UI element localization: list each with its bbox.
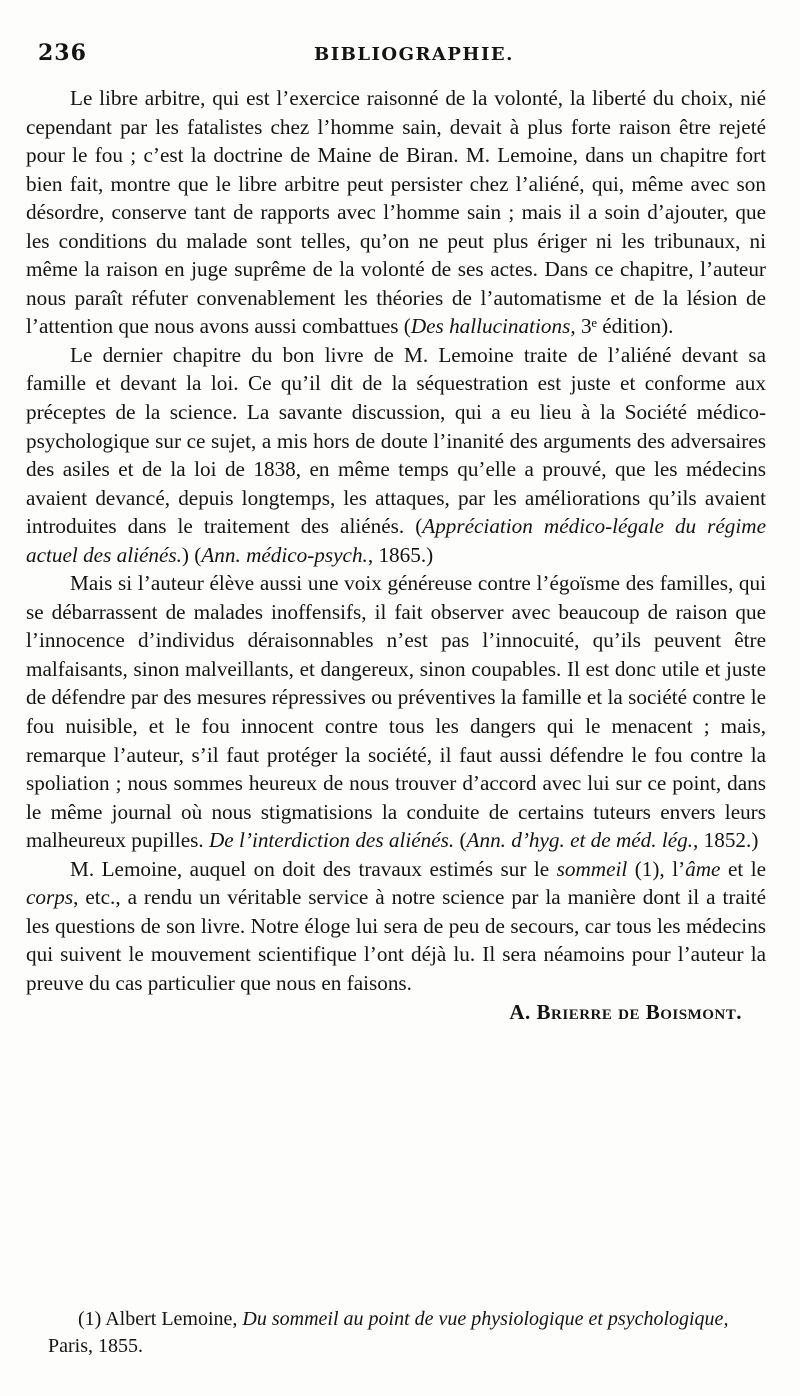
paragraph-text: et le [720,856,766,881]
paragraph-conclusion [26,855,766,998]
paragraph-free-will [26,84,766,341]
footnote [48,1306,768,1360]
paragraph-text: Le dernier chapitre du bon livre de M. Lemoine traite de l’aliéné devant sa famille et devant la loi. Ce qu’il dit de la séquestration est juste et conforme aux préceptes de la science. La savante discussion, qui a eu lieu à la Société médico-psychologique sur ce sujet, a mis hors de doute l’inanité des arguments des adversaires des asiles et de la loi de 1838, en même temps qu’elle a prouvé, que les médecins avaient devancé, depuis longtemps, les attaques, par les améliorations qu’ils avaient introduites dans le traitement des aliénés. ( [26,342,766,539]
paragraph-family-and-law [26,341,766,569]
body-text [26,84,766,1026]
paragraph-text: ) ( [181,542,202,567]
italic-word: corps [26,885,74,910]
italic-citation: Appréciation médico-légale du régime actuel des aliénés. [26,514,766,567]
italic-journal: Ann. d’hyg. et de méd. lég. [466,828,694,853]
italic-citation: De l’interdiction des aliénés. [209,828,455,853]
paragraph-families-egoism [26,569,766,854]
paragraph-text: , 1852.) [693,828,759,853]
footnote-text [48,1306,768,1360]
footnote-author: Albert Lemoine, [105,1308,238,1330]
paragraph-text: Le libre arbitre, qui est l’exercice raisonné de la volonté, la liberté du choix, nié cependant par les fatalistes chez l’homme sain, devait à plus forte raison être rejeté pour le fou ; c’est la doctrine de Maine de Biran. M. Lemoine, dans un chapitre fort bien fait, montre que le libre arbitre peut persister chez l’aliéné, qui, même avec son désordre, conserve tant de rapports avec l’homme sain ; mais il a soin d’ajouter, que les conditions du malade sont telles, qu’on ne peut plus ériger ni les tribunaux, ni même la raison en juge suprême de la volonté de ses actes. Dans ce chapitre, l’auteur nous paraît réfuter convenablement les théories de l’automatisme et de la lésion de l’attention que nous avons aussi combattues ( [26,86,766,339]
paragraph-text: , etc., a rendu un véritable service à notre science par la manière dont il a traité les questions de son livre. Notre éloge lui sera de peu de secours, car tous les médecins qui suivent le mouvement scientifique l’ont déjà lu. Il sera néamoins pour l’auteur la preuve du cas particulier que nous en faisons. [26,885,766,995]
paragraph-text: M. Lemoine, auquel on doit des travaux estimés sur le [70,856,557,881]
running-head: BIBLIOGRAPHIE. [314,44,514,65]
paragraph-text: ( [454,828,467,853]
italic-journal: Ann. médico-psych. [201,542,368,567]
paragraph-text: (1), l’ [627,856,686,881]
italic-citation: Des hallucinations, [410,314,576,339]
page-number: 236 [38,40,87,66]
italic-word: sommeil [556,856,628,881]
signature [26,998,766,1027]
italic-word: âme [685,856,721,881]
author-signature: A. Brierre de Boismont. [509,999,742,1024]
paragraph-text: Mais si l’auteur élève aussi une voix généreuse contre l’égoïsme des familles, qui se débarrassent de malades inoffensifs, il fait observer avec beaucoup de raison que l’innocence d’individus déraisonnables n’est pas l’innocuité, qu’ils peuvent être malfaisants, sinon malveillants, et dangereux, sinon coupables. Il est donc utile et juste de défendre par des mesures répressives ou préventives la famille et la société contre le fou nuisible, et le fou innocent contre tous les dangers qui le menacent ; mais, remarque l’auteur, s’il faut protéger la société, il faut aussi défendre le fou contre la spoliation ; nous sommes heureux de nous trouver d’accord avec lui sur ce point, dans le même journal où nous stigmatisions la conduite de certains tuteurs envers leurs malheureux pupilles. [26,571,766,853]
paragraph-text: , 1865.) [367,542,434,567]
page-header [38,40,778,74]
paragraph-text: 3ᵉ édition). [575,314,674,339]
footnote-place-date: Paris, 1855. [48,1335,143,1357]
footnote-marker: (1) [78,1308,102,1330]
footnote-work-title: Du sommeil au point de vue physiologique et psychologique, [242,1308,729,1330]
